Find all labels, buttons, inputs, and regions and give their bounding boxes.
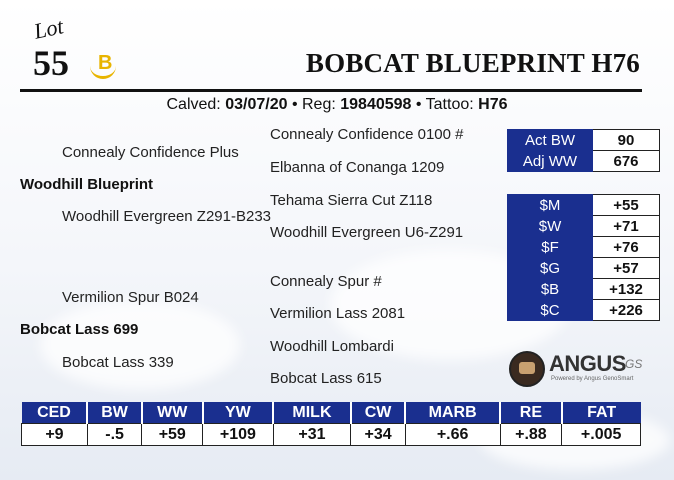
epd-header: MARB (405, 402, 500, 424)
index-label: $M (508, 195, 593, 216)
epd-value: +59 (142, 424, 203, 446)
index-row (508, 195, 660, 216)
index-label: $C (508, 300, 593, 321)
pedigree-sire-sire: Connealy Confidence Plus (62, 144, 239, 161)
animal-name-title: BOBCAT BLUEPRINT H76 (305, 48, 640, 78)
epd-header: MILK (273, 402, 351, 424)
reg-label: Reg: (302, 96, 336, 113)
pedigree-sire-dam: Woodhill Evergreen Z291-B233 (62, 208, 272, 225)
logo-tagline: Powered by Angus GenoSmart (551, 376, 634, 382)
index-row (508, 279, 660, 300)
pedigree-sire-dam-dam: Woodhill Evergreen U6-Z291 (270, 224, 464, 241)
epd-header: BW (87, 402, 141, 424)
epd-value: +.66 (405, 424, 500, 446)
pedigree-dam-sire-dam: Vermilion Lass 2081 (270, 305, 406, 322)
pedigree-dam-sire-sire: Connealy Spur # (270, 273, 382, 290)
weights-row (508, 130, 660, 151)
badge-letter: B (98, 52, 113, 74)
header-divider (20, 89, 642, 92)
index-value: +132 (593, 279, 660, 300)
weights-table (507, 129, 660, 172)
weight-value: 676 (593, 151, 660, 172)
pedigree-dam-sire: Vermilion Spur B024 (62, 289, 199, 306)
epd-value-row (22, 424, 641, 446)
separator: • (291, 96, 298, 113)
pedigree-sire-dam-sire: Tehama Sierra Cut Z118 (270, 192, 433, 209)
index-row (508, 300, 660, 321)
pedigree-sire-sire-dam: Elbanna of Conanga 1209 (270, 159, 445, 176)
epd-value: +.88 (500, 424, 562, 446)
index-value: +71 (593, 216, 660, 237)
index-value: +57 (593, 258, 660, 279)
pedigree-dam-dam: Bobcat Lass 339 (62, 354, 174, 371)
weights-row (508, 151, 660, 172)
epd-value: +9 (22, 424, 88, 446)
smile-arc-icon (90, 60, 116, 79)
index-value: +76 (593, 237, 660, 258)
epd-value: +.005 (562, 424, 641, 446)
lot-label: Lot (31, 13, 66, 44)
epd-header: YW (203, 402, 273, 424)
lot-number: 55 (33, 43, 69, 83)
angus-seal-icon (509, 351, 545, 387)
epd-header: WW (142, 402, 203, 424)
index-value: +55 (593, 195, 660, 216)
separator: • (415, 96, 422, 113)
tattoo-label: Tattoo: (425, 96, 474, 113)
epd-header: CED (22, 402, 88, 424)
epd-value: +109 (203, 424, 273, 446)
epd-value: +34 (351, 424, 405, 446)
registration-line (0, 96, 674, 114)
epd-header-row (22, 402, 641, 424)
pedigree-sire: Woodhill Blueprint (20, 176, 154, 193)
index-label: $F (508, 237, 593, 258)
pedigree-dam: Bobcat Lass 699 (20, 321, 139, 338)
epd-table (21, 402, 641, 446)
epd-value: -.5 (87, 424, 141, 446)
index-label: $G (508, 258, 593, 279)
index-row (508, 216, 660, 237)
pedigree-dam-dam-sire: Woodhill Lombardi (270, 338, 394, 355)
calved-value: 03/07/20 (225, 96, 288, 113)
logo-suffix: GS (625, 357, 643, 371)
epd-header: FAT (562, 402, 641, 424)
logo-word: ANGUS (549, 351, 626, 376)
epd-header: RE (500, 402, 562, 424)
epd-value: +31 (273, 424, 351, 446)
angus-gs-logo (509, 349, 643, 387)
weight-value: 90 (593, 130, 660, 151)
dollar-index-table (507, 194, 660, 321)
pedigree-sire-sire-sire: Connealy Confidence 0100 # (270, 126, 464, 143)
index-row (508, 258, 660, 279)
background-cloud (40, 300, 240, 390)
index-value: +226 (593, 300, 660, 321)
tattoo-value: H76 (478, 96, 508, 113)
weight-label: Adj WW (508, 151, 593, 172)
index-row (508, 237, 660, 258)
calved-label: Calved: (166, 96, 221, 113)
pedigree-dam-dam-dam: Bobcat Lass 615 (270, 370, 382, 387)
bobcat-logo-icon (90, 52, 118, 80)
weight-label: Act BW (508, 130, 593, 151)
epd-header: CW (351, 402, 405, 424)
reg-value: 19840598 (340, 96, 412, 113)
index-label: $W (508, 216, 593, 237)
index-label: $B (508, 279, 593, 300)
